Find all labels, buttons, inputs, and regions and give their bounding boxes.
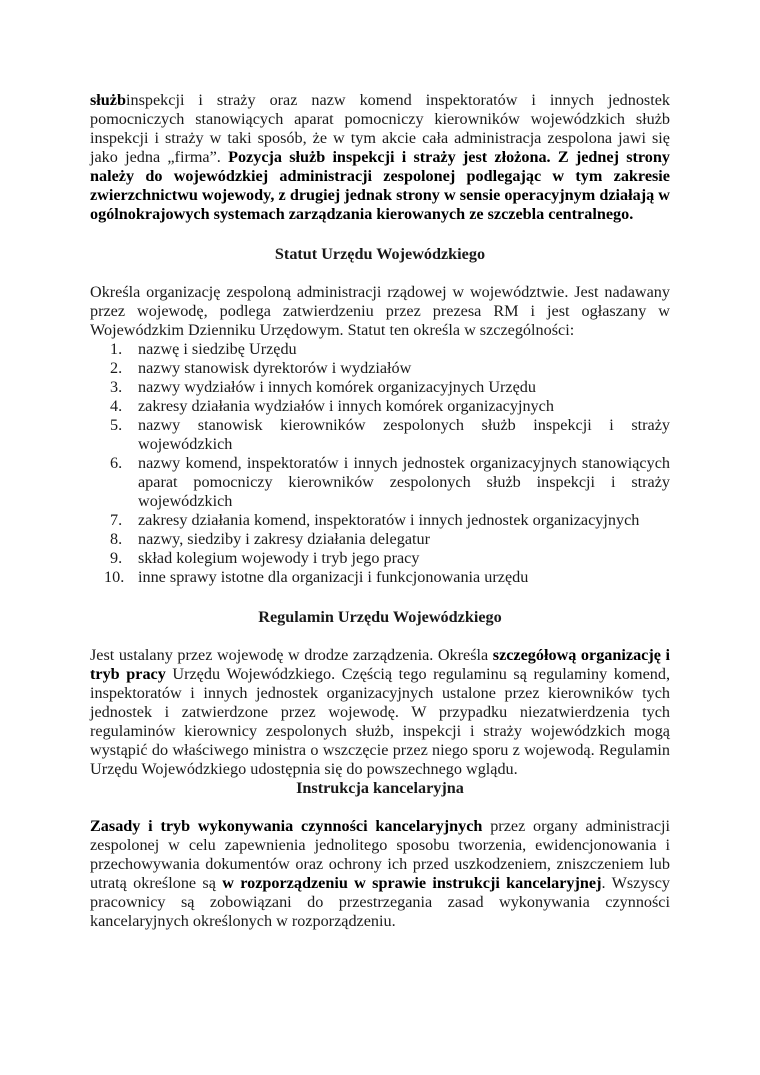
regulamin-heading: Regulamin Urzędu Wojewódzkiego [258,608,502,626]
intro-section [90,91,670,224]
statut-list [90,340,670,587]
list-number: 2. [110,359,123,377]
bold-text: w rozporządzeniu w sprawie instrukcji kancelaryjnej [222,874,602,892]
text-segment: Urzędu Wojewódzkiego. Częścią tego regulaminu są regulaminy komend, inspektoratów i innych jednostek organizacyjnych ustalone przez kierowników tych jednostek i zatwierdzone przez wojewodę. W przypadku niezatwierdzenia tych regulaminów kierownicy zespolonych służb, inspekcji i straży wojewódzkich mogą wystąpić do właściwego ministra o wszczęcie przez niego sporu z wojewodą. Regulamin Urzędu Wojewódzkiego udostępnia się do powszechnego wglądu. [90,665,670,778]
list-text: nazwy wydziałów i innych komórek organizacyjnych Urzędu [138,378,536,396]
list-number: 3. [110,378,123,396]
text-segment: inspekcji i straży oraz nazw komend inspektoratów i innych jednostek pomocniczych stanowiących aparat pomocniczy kierowników wojewódzkich służb inspekcji i straży w taki sposób, że w tym akcie cała administracja zespolona jawi się jako jedna „firma”. [90,91,670,166]
statut-heading: Statut Urzędu Wojewódzkiego [274,245,486,263]
statut-paragraph [90,283,670,340]
list-item [90,511,670,530]
list-item [90,568,670,587]
text-segment: . Wszyscy pracownicy są zobowiązani do przestrzegania zasad wykonywania czynności kancelaryjnych określonych w rozporządzeniu. [90,874,671,930]
list-text: skład kolegium wojewody i tryb jego pracy [138,549,420,567]
list-item [90,530,670,549]
list-number: 1. [110,340,123,358]
bold-text: służb [90,91,126,109]
list-number: 7. [110,511,123,529]
list-item [90,359,670,378]
list-item [90,454,670,511]
list-text: inne sprawy istotne dla organizacji i funkcjonowania urzędu [138,568,529,586]
text-segment: Określa organizację zespoloną administracji rządowej w województwie. Jest nadawany przez wojewodę, podlega zatwierdzeniu przez prezesa RM i jest ogłaszany w Wojewódzkim Dzienniku Urzędowym. Statut ten określa w szczególności: [90,283,670,339]
list-number: 8. [110,530,123,548]
list-text: nazwy komend, inspektoratów i innych jednostek organizacyjnych stanowiących aparat pomocniczy kierowników zespolonych służb inspekcji i straży wojewódzkich [138,454,670,510]
regulamin-section [90,608,670,931]
list-number: 9. [110,549,123,567]
list-item [90,549,670,568]
list-number: 4. [110,397,123,415]
list-item [90,340,670,359]
list-text: nazwę i siedzibę Urzędu [138,340,297,358]
list-item [90,378,670,397]
bold-text: Pozycja służb inspekcji i straży jest złożona. Z jednej strony należy do wojewódzkiej administracji zespolonej podlegając w tym zakresie zwierzchnictwu wojewody, z drugiej jednak strony w sensie operacyjnym działają w ogólnokrajowych systemach zarządzania kierowanych ze szczebla centralnego. [90,148,670,223]
list-number: 6. [110,454,123,472]
instrukcja-heading: Instrukcja kancelaryjna [296,779,464,797]
bold-text: Zasady i tryb wykonywania czynności kancelaryjnych [90,817,483,835]
regulamin-paragraph [90,646,670,779]
list-number: 10. [104,568,125,586]
list-text: nazwy, siedziby i zakresy działania delegatur [138,530,430,548]
list-text: nazwy stanowisk kierowników zespolonych służb inspekcji i straży wojewódzkich [138,416,670,453]
statut-section [90,245,670,587]
bold-text: szczegółową organizację i tryb pracy [90,646,670,683]
list-text: nazwy stanowisk dyrektorów i wydziałów [138,359,412,377]
text-segment: Jest ustalany przez wojewodę w drodze zarządzenia. Określa [90,646,493,664]
list-text: zakresy działania wydziałów i innych komórek organizacyjnych [138,397,554,415]
instrukcja-paragraph [90,817,670,931]
list-item [90,416,670,454]
intro-paragraph [90,91,670,224]
list-item [90,397,670,416]
list-text: zakresy działania komend, inspektoratów i innych jednostek organizacyjnych [138,511,640,529]
list-number: 5. [110,416,123,434]
text-segment: przez organy administracji zespolonej w celu zapewnienia jednolitego sposobu tworzenia, ewidencjonowania i przechowywania dokumentów oraz ochrony ich przed uszkodzeniem, zniszczeniem lub utratą określone są [90,817,670,892]
